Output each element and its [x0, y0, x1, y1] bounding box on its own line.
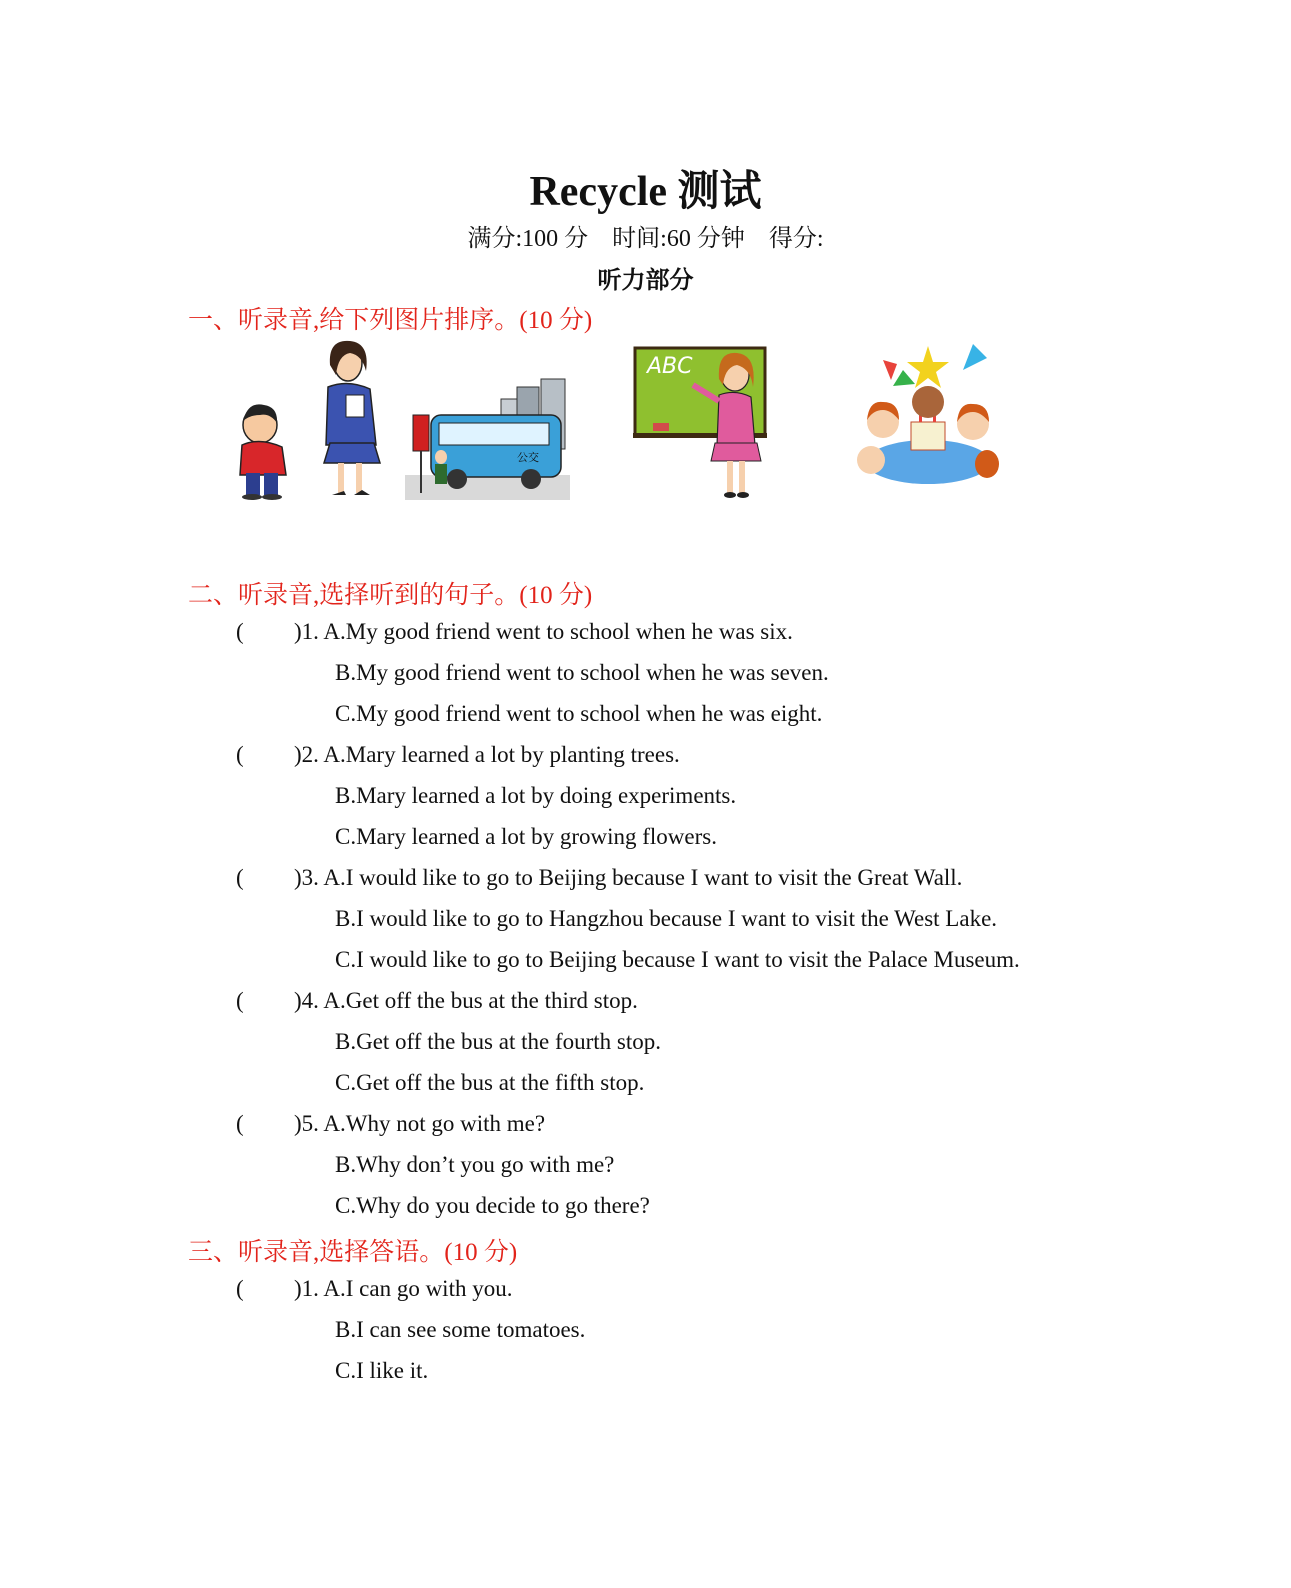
birthday-party-picture: [853, 340, 1003, 498]
question-number: )3. A.I would like to go to Beijing because I want to visit the Great Wall.: [294, 865, 963, 890]
question-number: )2. A.Mary learned a lot by planting trees.: [294, 742, 680, 767]
option-c: C.Get off the bus at the fifth stop.: [335, 1070, 645, 1095]
option-b: B.I can see some tomatoes.: [335, 1317, 586, 1342]
option-b: B.I would like to go to Hangzhou because I want to visit the West Lake.: [335, 906, 998, 931]
option-c: C.Mary learned a lot by growing flowers.: [335, 824, 717, 849]
option-c: C.I would like to go to Beijing because I want to visit the Palace Museum.: [335, 947, 1020, 972]
section-1-heading: 一、听录音,给下列图片排序。(10 分): [188, 307, 593, 334]
question-number: )5. A.Why not go with me?: [294, 1111, 546, 1136]
question-number: )4. A.Get off the bus at the third stop.: [294, 988, 638, 1013]
section-3-heading: 三、听录音,选择答语。(10 分): [188, 1239, 518, 1266]
question-number: )1. A.I can go with you.: [294, 1276, 513, 1301]
boy-and-teacher-picture: [230, 335, 390, 500]
option-b: B.My good friend went to school when he was seven.: [335, 660, 829, 685]
teacher-at-blackboard-picture: [633, 345, 771, 500]
option-c: C.I like it.: [335, 1358, 429, 1383]
answer-bracket[interactable]: (: [236, 619, 244, 644]
exam-info: 满分:100 分 时间:60 分钟 得分:: [467, 226, 824, 252]
option-b: B.Why don’t you go with me?: [335, 1152, 615, 1177]
blackboard-text: ABC: [647, 354, 693, 379]
answer-bracket[interactable]: (: [236, 1276, 244, 1301]
section-2-heading: 二、听录音,选择听到的句子。(10 分): [188, 582, 593, 609]
bus-sign-text: 公交: [517, 451, 539, 464]
part-heading: 听力部分: [597, 268, 694, 294]
page-title: Recycle 测试: [529, 169, 762, 215]
option-c: C.My good friend went to school when he was eight.: [335, 701, 823, 726]
option-b: B.Get off the bus at the fourth stop.: [335, 1029, 661, 1054]
question-number: )1. A.My good friend went to school when he was six.: [294, 619, 793, 644]
answer-bracket[interactable]: (: [236, 988, 244, 1013]
bus-stop-picture: [405, 375, 570, 500]
answer-bracket[interactable]: (: [236, 1111, 244, 1136]
option-c: C.Why do you decide to go there?: [335, 1193, 650, 1218]
answer-bracket[interactable]: (: [236, 742, 244, 767]
option-b: B.Mary learned a lot by doing experiments.: [335, 783, 737, 808]
answer-bracket[interactable]: (: [236, 865, 244, 890]
